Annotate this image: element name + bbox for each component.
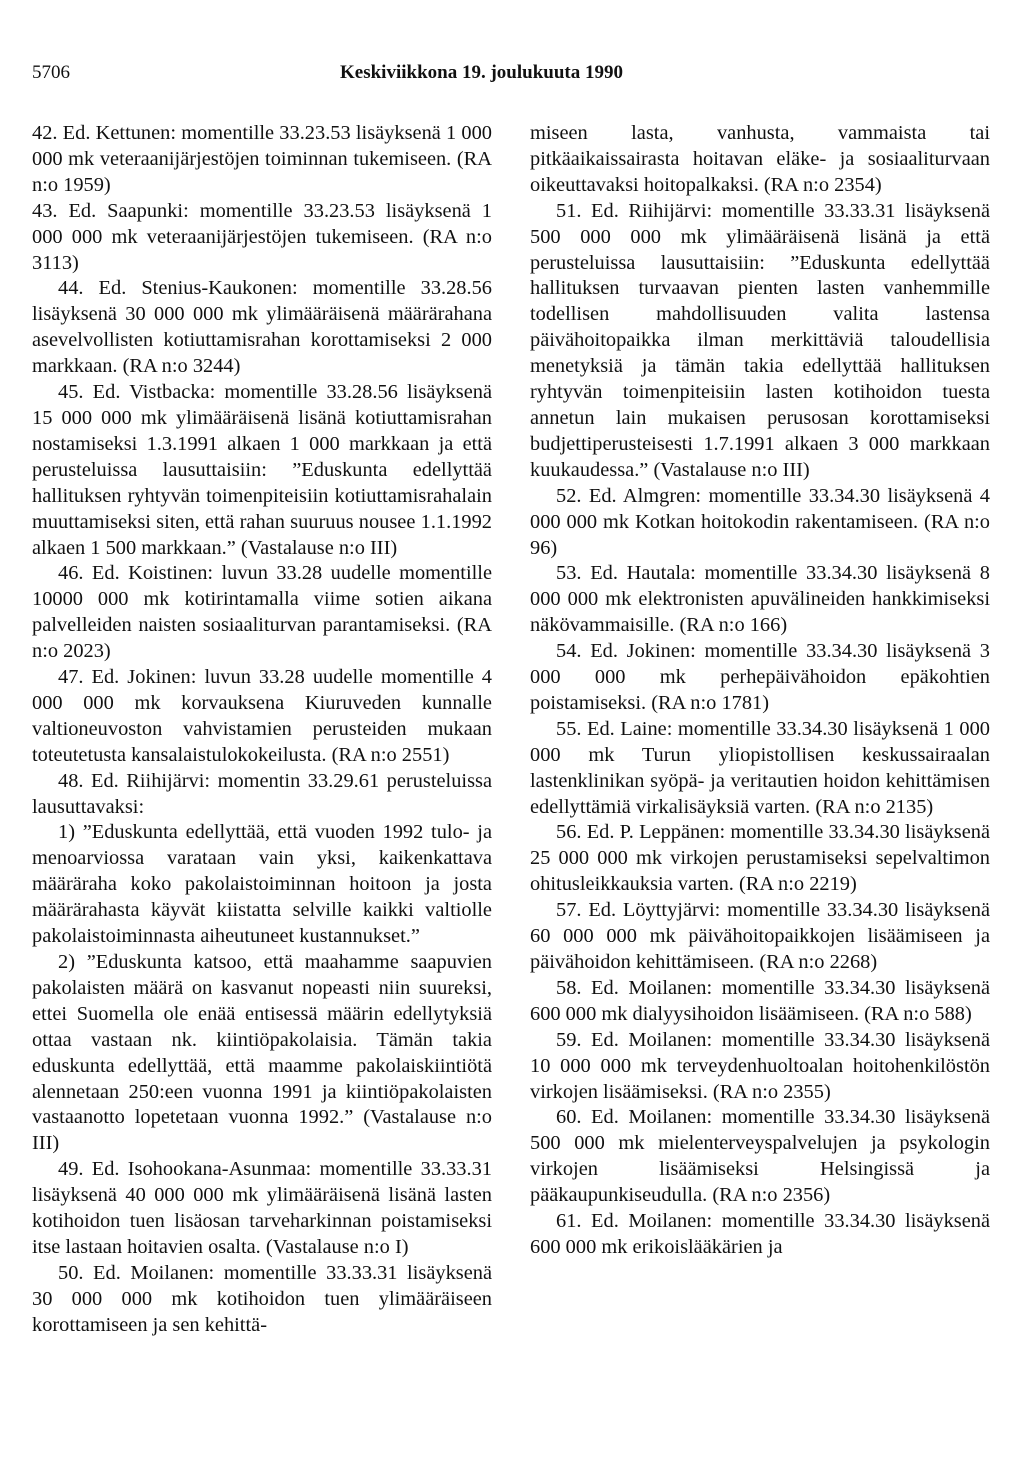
paragraph: 43. Ed. Saapunki: momentille 33.23.53 lisäyksenä 1 000 000 mk veteraanijärjestöjen tukemiseen. (RA n:o 3113) xyxy=(32,199,492,274)
paragraph: 54. Ed. Jokinen: momentille 33.34.30 lisäyksenä 3 000 000 mk perhepäivähoidon epäkohtien poistamiseksi. (RA n:o 1781) xyxy=(530,640,990,714)
paragraph: 52. Ed. Almgren: momentille 33.34.30 lisäyksenä 4 000 000 mk Kotkan hoitokodin rakentamiseen. (RA n:o 96) xyxy=(530,484,990,559)
right-column xyxy=(530,121,990,1261)
paragraph: 49. Ed. Isohookana-Asunmaa: momentille 33.33.31 lisäyksenä 40 000 000 mk ylimääräisenä lisänä lasten kotihoidon tuen lisäosan tarveharkinnan poistamiseksi itse lastaan hoitavien osalta. (Vastalause n:o I) xyxy=(32,1158,492,1258)
paragraph: 56. Ed. P. Leppänen: momentille 33.34.30 lisäyksenä 25 000 000 mk virkojen perustamiseksi sepelvaltimon ohitusleikkauksia varten. (RA n:o 2219) xyxy=(530,821,990,896)
paragraph: 48. Ed. Riihijärvi: momentin 33.29.61 perusteluissa lausuttavaksi: xyxy=(32,769,492,818)
paragraph: 55. Ed. Laine: momentille 33.34.30 lisäyksenä 1 000 000 mk Turun yliopistollisen keskussairaalan lastenklinikan syöpä- ja veritautien hoidon kehittämisen edellyttämiä virkalisäyksiä varten. (RA n:o 2135) xyxy=(530,717,990,818)
paragraph: 53. Ed. Hautala: momentille 33.34.30 lisäyksenä 8 000 000 mk elektronisten apuvälineiden hankkimiseksi näkövammaisille. (RA n:o 166) xyxy=(530,562,990,637)
page-number: 5706 xyxy=(32,62,70,83)
left-column xyxy=(32,121,492,1339)
paragraph: 2) ”Eduskunta katsoo, että maahamme saapuvien pakolaisten määrä on kasvanut nopeasti niin suureksi, ettei Suomella ole enää entisessä määrin edellytyksiä ottaa vastaan nk. kiintiöpakolaisia. Tämän takia eduskunta edellyttää, että maamme pakolaiskiintiötä alennetaan 250:een vuonna 1991 ja kiintiöpakolaisten vastaanotto lopetetaan vuonna 1992.” (Vastalause n:o III) xyxy=(32,951,492,1155)
header-date: Keskiviikkona 19. joulukuuta 1990 xyxy=(340,62,623,83)
paragraph: 1) ”Eduskunta edellyttää, että vuoden 1992 tulo- ja menoarviossa varataan vain yksi, kaikenkattava määräraha koko pakolaistoiminnan hoitoon ja josta määrärahasta käyvät kiistatta selville kaikki valtiolle pakolaistoiminnasta aiheutuneet kustannukset.” xyxy=(32,821,492,948)
paragraph: 45. Ed. Vistbacka: momentille 33.28.56 lisäyksenä 15 000 000 mk ylimääräisenä lisänä kotiuttamisrahan nostamiseksi 1.3.1991 alkaen 1 000 markkaan ja että perusteluissa lausuttaisiin: ”Eduskunta edellyttää hallituksen ryhtyvän toimenpiteisiin kotiuttamisrahalain muuttamiseksi siten, että rahan suuruus nousee 1.1.1992 alkaen 1 500 markkaan.” (Vastalause n:o III) xyxy=(32,381,492,559)
paragraph: 42. Ed. Kettunen: momentille 33.23.53 lisäyksenä 1 000 000 mk veteraanijärjestöjen toiminnan tukemiseen. (RA n:o 1959) xyxy=(32,122,492,196)
paragraph: 59. Ed. Moilanen: momentille 33.34.30 lisäyksenä 10 000 000 mk terveydenhuoltoalan hoitohenkilöstön virkojen lisäämiseksi. (RA n:o 2355) xyxy=(530,1028,990,1103)
paragraph: 46. Ed. Koistinen: luvun 33.28 uudelle momentille 10000 000 mk kotirintamalla viime sotien aikana palvelleiden naisten sosiaaliturvan parantamiseksi. (RA n:o 2023) xyxy=(32,562,492,663)
paragraph: miseen lasta, vanhusta, vammaista tai pitkäaikaissairasta hoitavan eläke- ja sosiaaliturvaan oikeuttavaksi hoitopalkaksi. (RA n:o 2354) xyxy=(530,122,990,196)
paragraph: 47. Ed. Jokinen: luvun 33.28 uudelle momentille 4 000 000 mk korvauksena Kiuruveden kunnalle valtioneuvoston vahvistamien perusteiden mukaan toteutetusta kansalaistulokokeilusta. (RA n:o 2551) xyxy=(32,666,492,766)
paragraph: 57. Ed. Löyttyjärvi: momentille 33.34.30 lisäyksenä 60 000 000 mk päivähoitopaikkojen lisäämiseen ja päivähoidon kehittämiseen. (RA n:o 2268) xyxy=(530,899,990,973)
paragraph: 50. Ed. Moilanen: momentille 33.33.31 lisäyksenä 30 000 000 mk kotihoidon tuen ylimääräiseen korottamiseen ja sen kehittä- xyxy=(32,1261,492,1336)
page-header xyxy=(0,62,1024,92)
paragraph: 61. Ed. Moilanen: momentille 33.34.30 lisäyksenä 600 000 mk erikoislääkärien ja xyxy=(530,1210,990,1258)
paragraph: 44. Ed. Stenius-Kaukonen: momentille 33.28.56 lisäyksenä 30 000 000 mk ylimääräisenä määrärahana asevelvollisten kotiuttamisrahan korottamiseksi 2 000 markkaan. (RA n:o 3244) xyxy=(32,277,492,378)
paragraph: 58. Ed. Moilanen: momentille 33.34.30 lisäyksenä 600 000 mk dialyysihoidon lisäämiseen. (RA n:o 588) xyxy=(530,976,990,1025)
paragraph: 60. Ed. Moilanen: momentille 33.34.30 lisäyksenä 500 000 mk mielenterveyspalvelujen ja psykologin virkojen lisäämiseksi Helsingissä ja pääkaupunkiseudulla. (RA n:o 2356) xyxy=(530,1106,990,1207)
paragraph: 51. Ed. Riihijärvi: momentille 33.33.31 lisäyksenä 500 000 000 mk ylimääräisenä lisänä ja että perusteluissa lausuttaisiin: ”Eduskunta edellyttää hallituksen turvaavan pienten lasten vanhemmille todellisen mahdollisuuden valita lastensa päivähoitopaikka ilman merkittäviä taloudellisia menetyksiä ja tämän takia edellyttää hallituksen ryhtyvän toimenpiteisiin lasten kotihoidon tuesta annetun lain mukaisen perusosan korottamiseksi budjettiperusteisesti 1.7.1991 alkaen 3 000 markkaan kuukaudessa.” (Vastalause n:o III) xyxy=(530,199,990,481)
